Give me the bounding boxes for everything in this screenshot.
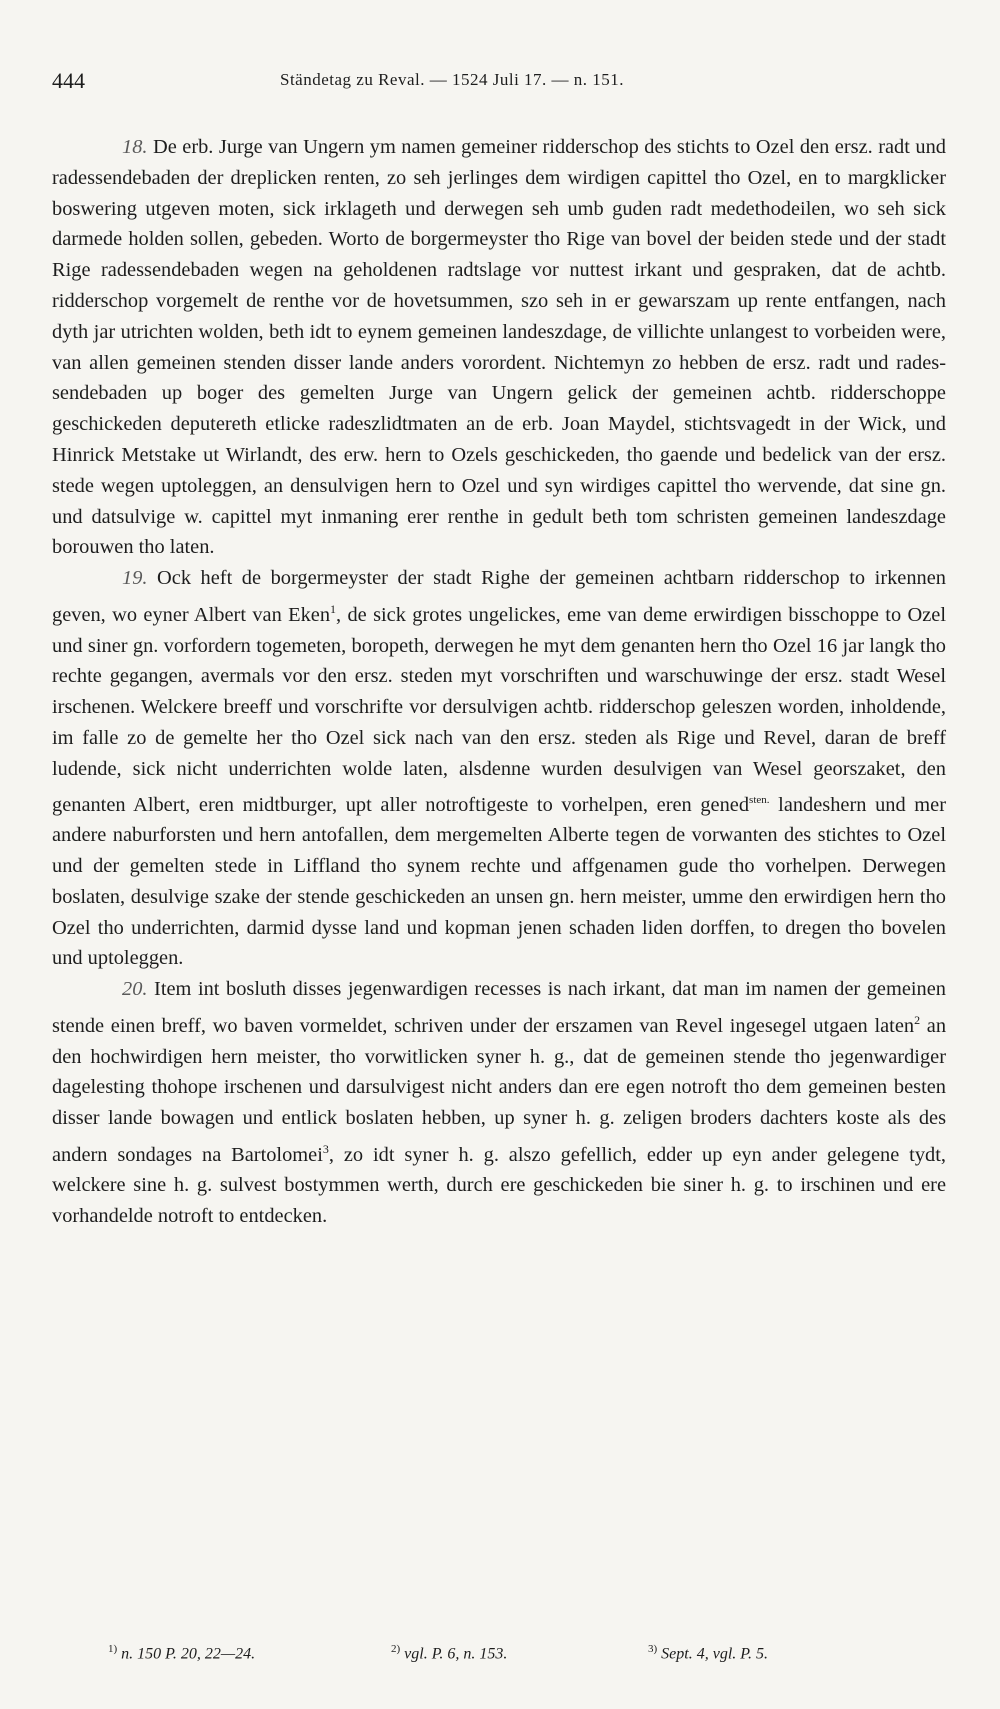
paragraph-19 bbox=[52, 563, 946, 974]
running-head-title: Ständetag zu Reval. — 1524 Juli 17. — n. 151. bbox=[280, 70, 625, 89]
paragraph-text: , zo idt syner h. g. alszo gefellich, edder up eyn ander gelegene tydt, welckere sine h. g. sulvest bostymmen werth, durch ere geschickeden bie siner h. g. to irschinen und ere vorhandelde notroft to entdecken. bbox=[52, 1143, 946, 1228]
paragraph-text: Item int bosluth disses jegenwardigen recesses is nach irkant, dat man im namen der gemeinen stende einen breff, wo baven vormeldet, schriven under der erszamen van Revel ingesegel utgaen laten bbox=[52, 978, 946, 1037]
footnote-mark: 2) bbox=[391, 1643, 401, 1655]
body-text bbox=[52, 132, 946, 1232]
paragraph-text: , de sick grotes ungelickes, eme van deme erwirdigen bisschoppe to Ozel und siner gn. vorfordern togemeten, boropeth, derwegen he myt dem genanten hern tho Ozel 16 jar langk tho rechte gegangen, avermals vor den ersz. steden myt vorschriften und warschuwinge der ersz. stadt Wesel irschenen. Welckere breeff und vorschrifte vor dersulvigen achtb. ridderschop geleszen worden, inholdende, im falle zo de gemelte her tho Ozel sick nach van den ersz. steden als Rige und Revel, daran de breff ludende, sick nicht underrichten wolde laten, alsdenne wurden desulvigen van Wesel georszaket, den genanten Albert, eren midtburger, upt aller notroftigeste to vorhelpen, eren gened bbox=[52, 603, 946, 816]
footnote-ref-3: 3 bbox=[322, 1141, 329, 1156]
running-head bbox=[52, 68, 952, 98]
footnote-text: Sept. 4, vgl. P. 5. bbox=[661, 1645, 768, 1663]
paragraph-number: 18. bbox=[122, 136, 148, 158]
paragraph-text: De erb. Jurge van Ungern ym namen gemeiner ridderschop des stichts to Ozel den ersz. radt und radessendebaden der dreplicken renten, zo seh jerlinges dem wirdigen capittel tho Ozel, en to margklicker boswering utgeven moten, sick irklageth und derwegen seh umb guden radt medethodeilen, wo seh sick darmede holden sollen, gebeden. Worto de borgermeyster tho Rige van bovel der beiden stede und der stadt Rige radessendebaden wegen na geholdenen radtslage vor nuttest irkant und gespraken, dat de achtb. ridderschop vorgemelt de renthe vor de hovetsummen, szo seh in er gewarszam up rente entfangen, nach dyth jar utrichten wolden, beth idt to eynem gemeinen landeszdage, de villichte unlangest to vorbeiden were, van allen gemeinen stenden disser lande anders vorordent. Nichtemyn zo hebben de ersz. radt und radessendebaden up boger des gemelten Jurge van Ungern gelick der gemeinen achtb. ridderschoppe geschickeden deputereth etlicke radeszlidtmaten an de erb. Joan Maydel, stichtsvagedt in der Wick, und Hinrick Metstake ut Wirlandt, des erw. hern to Ozels geschickeden, tho gaende und bedelick van der ersz. stede wegen uptoleggen, an densulvigen hern to Ozel und syn wirdiges capittel tho wervende, dat sine gn. und datsulvige w. capittel myt inmaning erer renthe in gedult beth tom schristen gemeinen landeszdage borouwen tho laten. bbox=[52, 136, 946, 559]
paragraph-number: 20. bbox=[122, 978, 148, 1001]
paragraph-text: an den hochwirdigen hern meister, tho vorwitlicken syner h. g., dat de gemeinen stende tho jegenwardiger dagelesting thohope irschenen und darsulvigest nicht anders dan ere egen notroft tho dem gemeinen besten disser lande bowagen und entlick boslaten hebben, up syner h. g. zeligen broders dachters koste als des andern sondages na Bartolomei bbox=[52, 1014, 947, 1166]
paragraph-20 bbox=[52, 974, 946, 1232]
paragraph-text: landeshern und mer andere naburforsten und hern antofallen, dem mergemelten Alberte tegen de vorwanten des stichtes to Ozel und der gemelten stede in Liffland tho synem rechte und affgenamen gude tho vorhelpen. Derwegen boslaten, desulvige szake der stende geschickeden an unsen gn. hern meister, umme den erwirdigen hern tho Ozel tho underrichten, darmid dysse land und kopman jenen schaden liden dorffen, to dregen tho bovelen und uptoleggen. bbox=[52, 793, 946, 970]
paragraph-text: Ock heft de borgermeyster der stadt Righe der gemeinen achtbarn ridderschop to irkennen geven, wo eyner Albert van Eken bbox=[52, 567, 946, 626]
page-number: 444 bbox=[52, 68, 85, 93]
paragraph-number: 19. bbox=[122, 567, 148, 590]
footnote-text: vgl. P. 6, n. 153. bbox=[404, 1645, 508, 1663]
footnote-1 bbox=[108, 1643, 255, 1663]
footnote-2 bbox=[391, 1643, 507, 1663]
abbreviation-superscript: sten. bbox=[749, 793, 770, 806]
footnote-mark: 3) bbox=[648, 1643, 658, 1655]
footnote-text: n. 150 P. 20, 22—24. bbox=[121, 1645, 256, 1663]
footnote-ref-2: 2 bbox=[914, 1012, 921, 1027]
footnotes bbox=[108, 1643, 928, 1671]
footnote-ref-1: 1 bbox=[330, 601, 337, 616]
paragraph-18 bbox=[52, 132, 946, 563]
footnote-3 bbox=[648, 1643, 768, 1663]
footnote-mark: 1) bbox=[108, 1643, 118, 1655]
